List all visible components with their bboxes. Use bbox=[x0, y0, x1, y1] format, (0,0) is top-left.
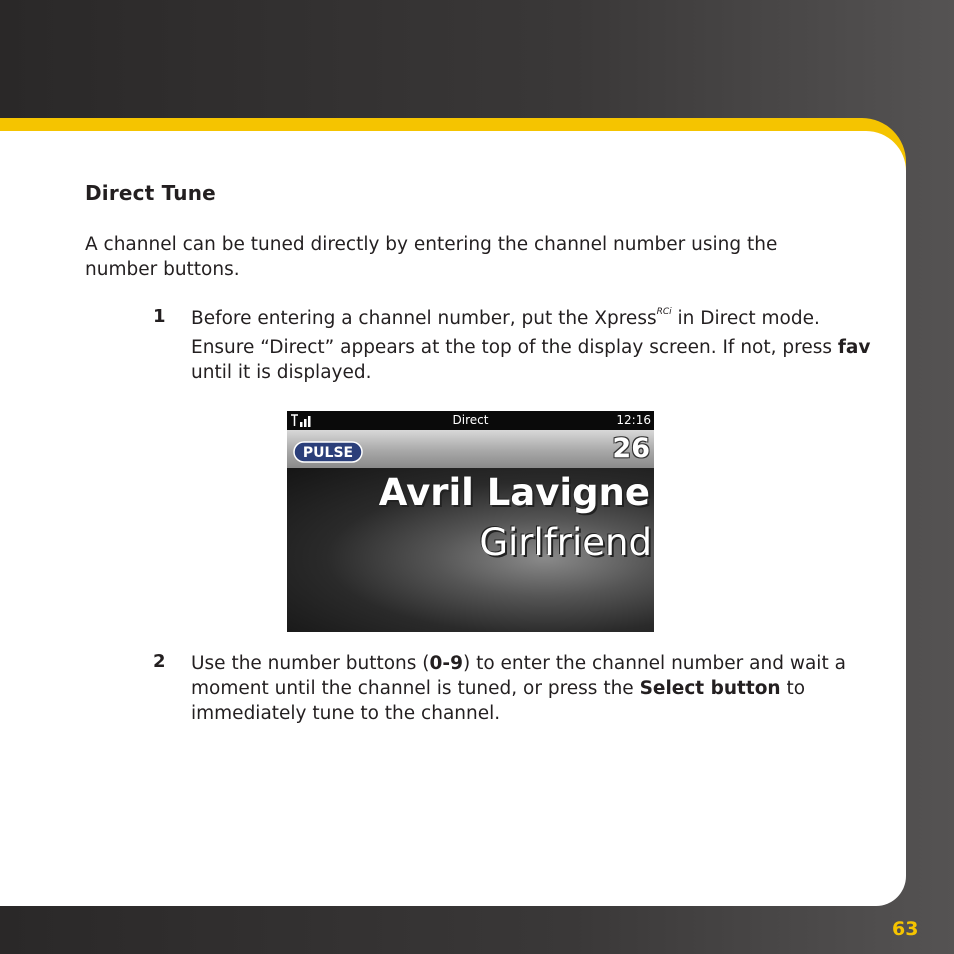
pulse-logo bbox=[293, 434, 365, 464]
step-text: Before entering a channel number, put the Xpress$^{RCi}$ in Direct mode. Ensure “Direct” appears at the top of the display screen. If not, press fav until it is displayed. bbox=[191, 307, 871, 383]
display-status-bar bbox=[287, 411, 654, 430]
channel-name: PULSE bbox=[302, 445, 354, 461]
fav-keyword: fav bbox=[837, 337, 871, 358]
select-button-keyword: Select button bbox=[639, 678, 781, 699]
step-number: 2 bbox=[153, 651, 166, 672]
superscript: RCi bbox=[656, 307, 672, 317]
section-heading: Direct Tune bbox=[85, 181, 216, 205]
number-buttons-keyword: 0-9 bbox=[429, 653, 463, 674]
display-time: 12:16 bbox=[616, 413, 651, 427]
radio-display-screenshot bbox=[287, 411, 654, 632]
display-mode: Direct bbox=[452, 413, 489, 427]
song-title: Girlfriend bbox=[479, 521, 652, 564]
step-number: 1 bbox=[153, 306, 166, 327]
artist-name: Avril Lavigne bbox=[378, 471, 650, 514]
channel-bar bbox=[287, 430, 654, 468]
step-text: Use the number buttons (0-9) to enter the channel number and wait a moment until the channel is tuned, or press the Select button to immediately tune to the channel. bbox=[191, 653, 846, 724]
intro-paragraph: A channel can be tuned directly by entering the channel number using the number buttons. bbox=[85, 234, 778, 280]
channel-number: 26 bbox=[612, 433, 650, 464]
page-number: 63 bbox=[892, 918, 919, 940]
